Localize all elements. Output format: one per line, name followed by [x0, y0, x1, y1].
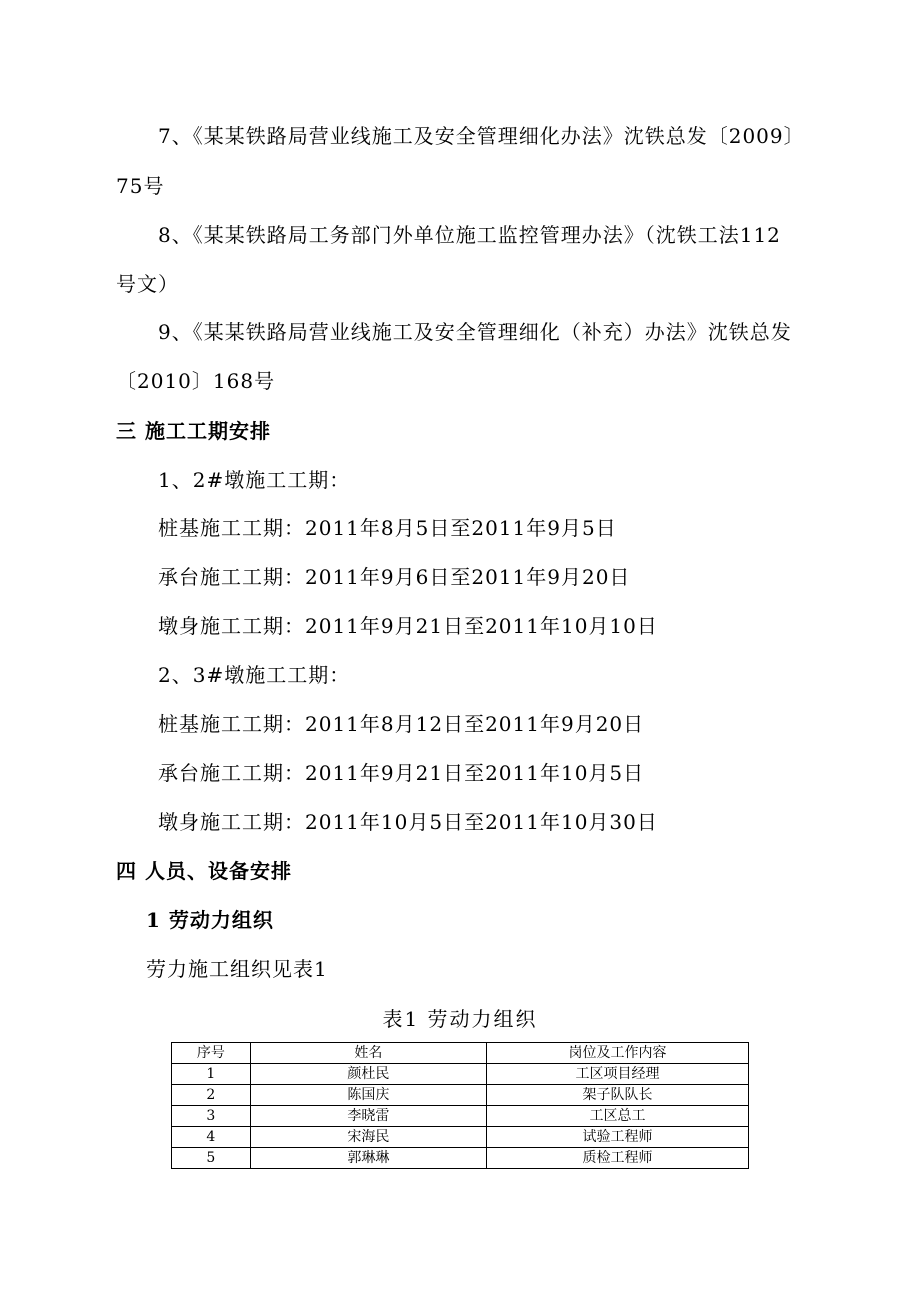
cell-index: 4: [172, 1127, 251, 1148]
ref-item-7-line1: 7、《某某铁路局营业线施工及安全管理细化办法》沈铁总发〔2009〕: [158, 124, 805, 148]
ref-item-7-line2: 75号: [116, 174, 165, 198]
cell-name: 颜杜民: [250, 1064, 486, 1085]
header-role: 岗位及工作内容: [486, 1043, 748, 1064]
section-3-heading: 三 施工工期安排: [116, 419, 271, 443]
pier-2-body-schedule: 墩身施工工期：2011年9月21日至2011年10月10日: [158, 614, 658, 638]
pier-2-title: 1、2#墩施工工期：: [158, 468, 351, 492]
pier-3-cap-schedule: 承台施工工期：2011年9月21日至2011年10月5日: [158, 761, 645, 785]
cell-index: 1: [172, 1064, 251, 1085]
pier-3-pile-schedule: 桩基施工工期：2011年8月12日至2011年9月20日: [158, 712, 645, 736]
table-header-row: [172, 1043, 749, 1064]
labor-intro-text: 劳力施工组织见表1: [146, 957, 328, 981]
cell-name: 李晓雷: [250, 1106, 486, 1127]
cell-role: 试验工程师: [486, 1127, 748, 1148]
cell-name: 郭琳琳: [250, 1148, 486, 1169]
pier-2-pile-schedule: 桩基施工工期：2011年8月5日至2011年9月5日: [158, 516, 617, 540]
header-index: 序号: [172, 1043, 251, 1064]
subsection-labor-heading: 1 劳动力组织: [146, 908, 274, 932]
table-caption: 表1 劳动力组织: [382, 1007, 538, 1031]
table-row: [172, 1106, 749, 1127]
cell-name: 陈国庆: [250, 1085, 486, 1106]
cell-index: 5: [172, 1148, 251, 1169]
ref-item-8-line1: 8、《某某铁路局工务部门外单位施工监控管理办法》（沈铁工法112: [158, 223, 781, 247]
ref-item-9-line1: 9、《某某铁路局营业线施工及安全管理细化（补充）办法》沈铁总发: [158, 320, 792, 344]
ref-item-8-line2: 号文）: [116, 272, 179, 296]
cell-role: 质检工程师: [486, 1148, 748, 1169]
cell-index: 2: [172, 1085, 251, 1106]
cell-name: 宋海民: [250, 1127, 486, 1148]
cell-role: 工区项目经理: [486, 1064, 748, 1085]
cell-role: 工区总工: [486, 1106, 748, 1127]
table-row: [172, 1064, 749, 1085]
section-4-heading: 四 人员、设备安排: [116, 859, 292, 883]
table-row: [172, 1148, 749, 1169]
header-name: 姓名: [250, 1043, 486, 1064]
table-row: [172, 1085, 749, 1106]
ref-item-9-line2: 〔2010〕168号: [116, 369, 276, 393]
pier-3-title: 2、3#墩施工工期：: [158, 663, 351, 687]
cell-role: 架子队队长: [486, 1085, 748, 1106]
pier-2-cap-schedule: 承台施工工期：2011年9月6日至2011年9月20日: [158, 565, 631, 589]
table-row: [172, 1127, 749, 1148]
cell-index: 3: [172, 1106, 251, 1127]
pier-3-body-schedule: 墩身施工工期：2011年10月5日至2011年10月30日: [158, 810, 658, 834]
labor-table: [171, 1042, 749, 1169]
